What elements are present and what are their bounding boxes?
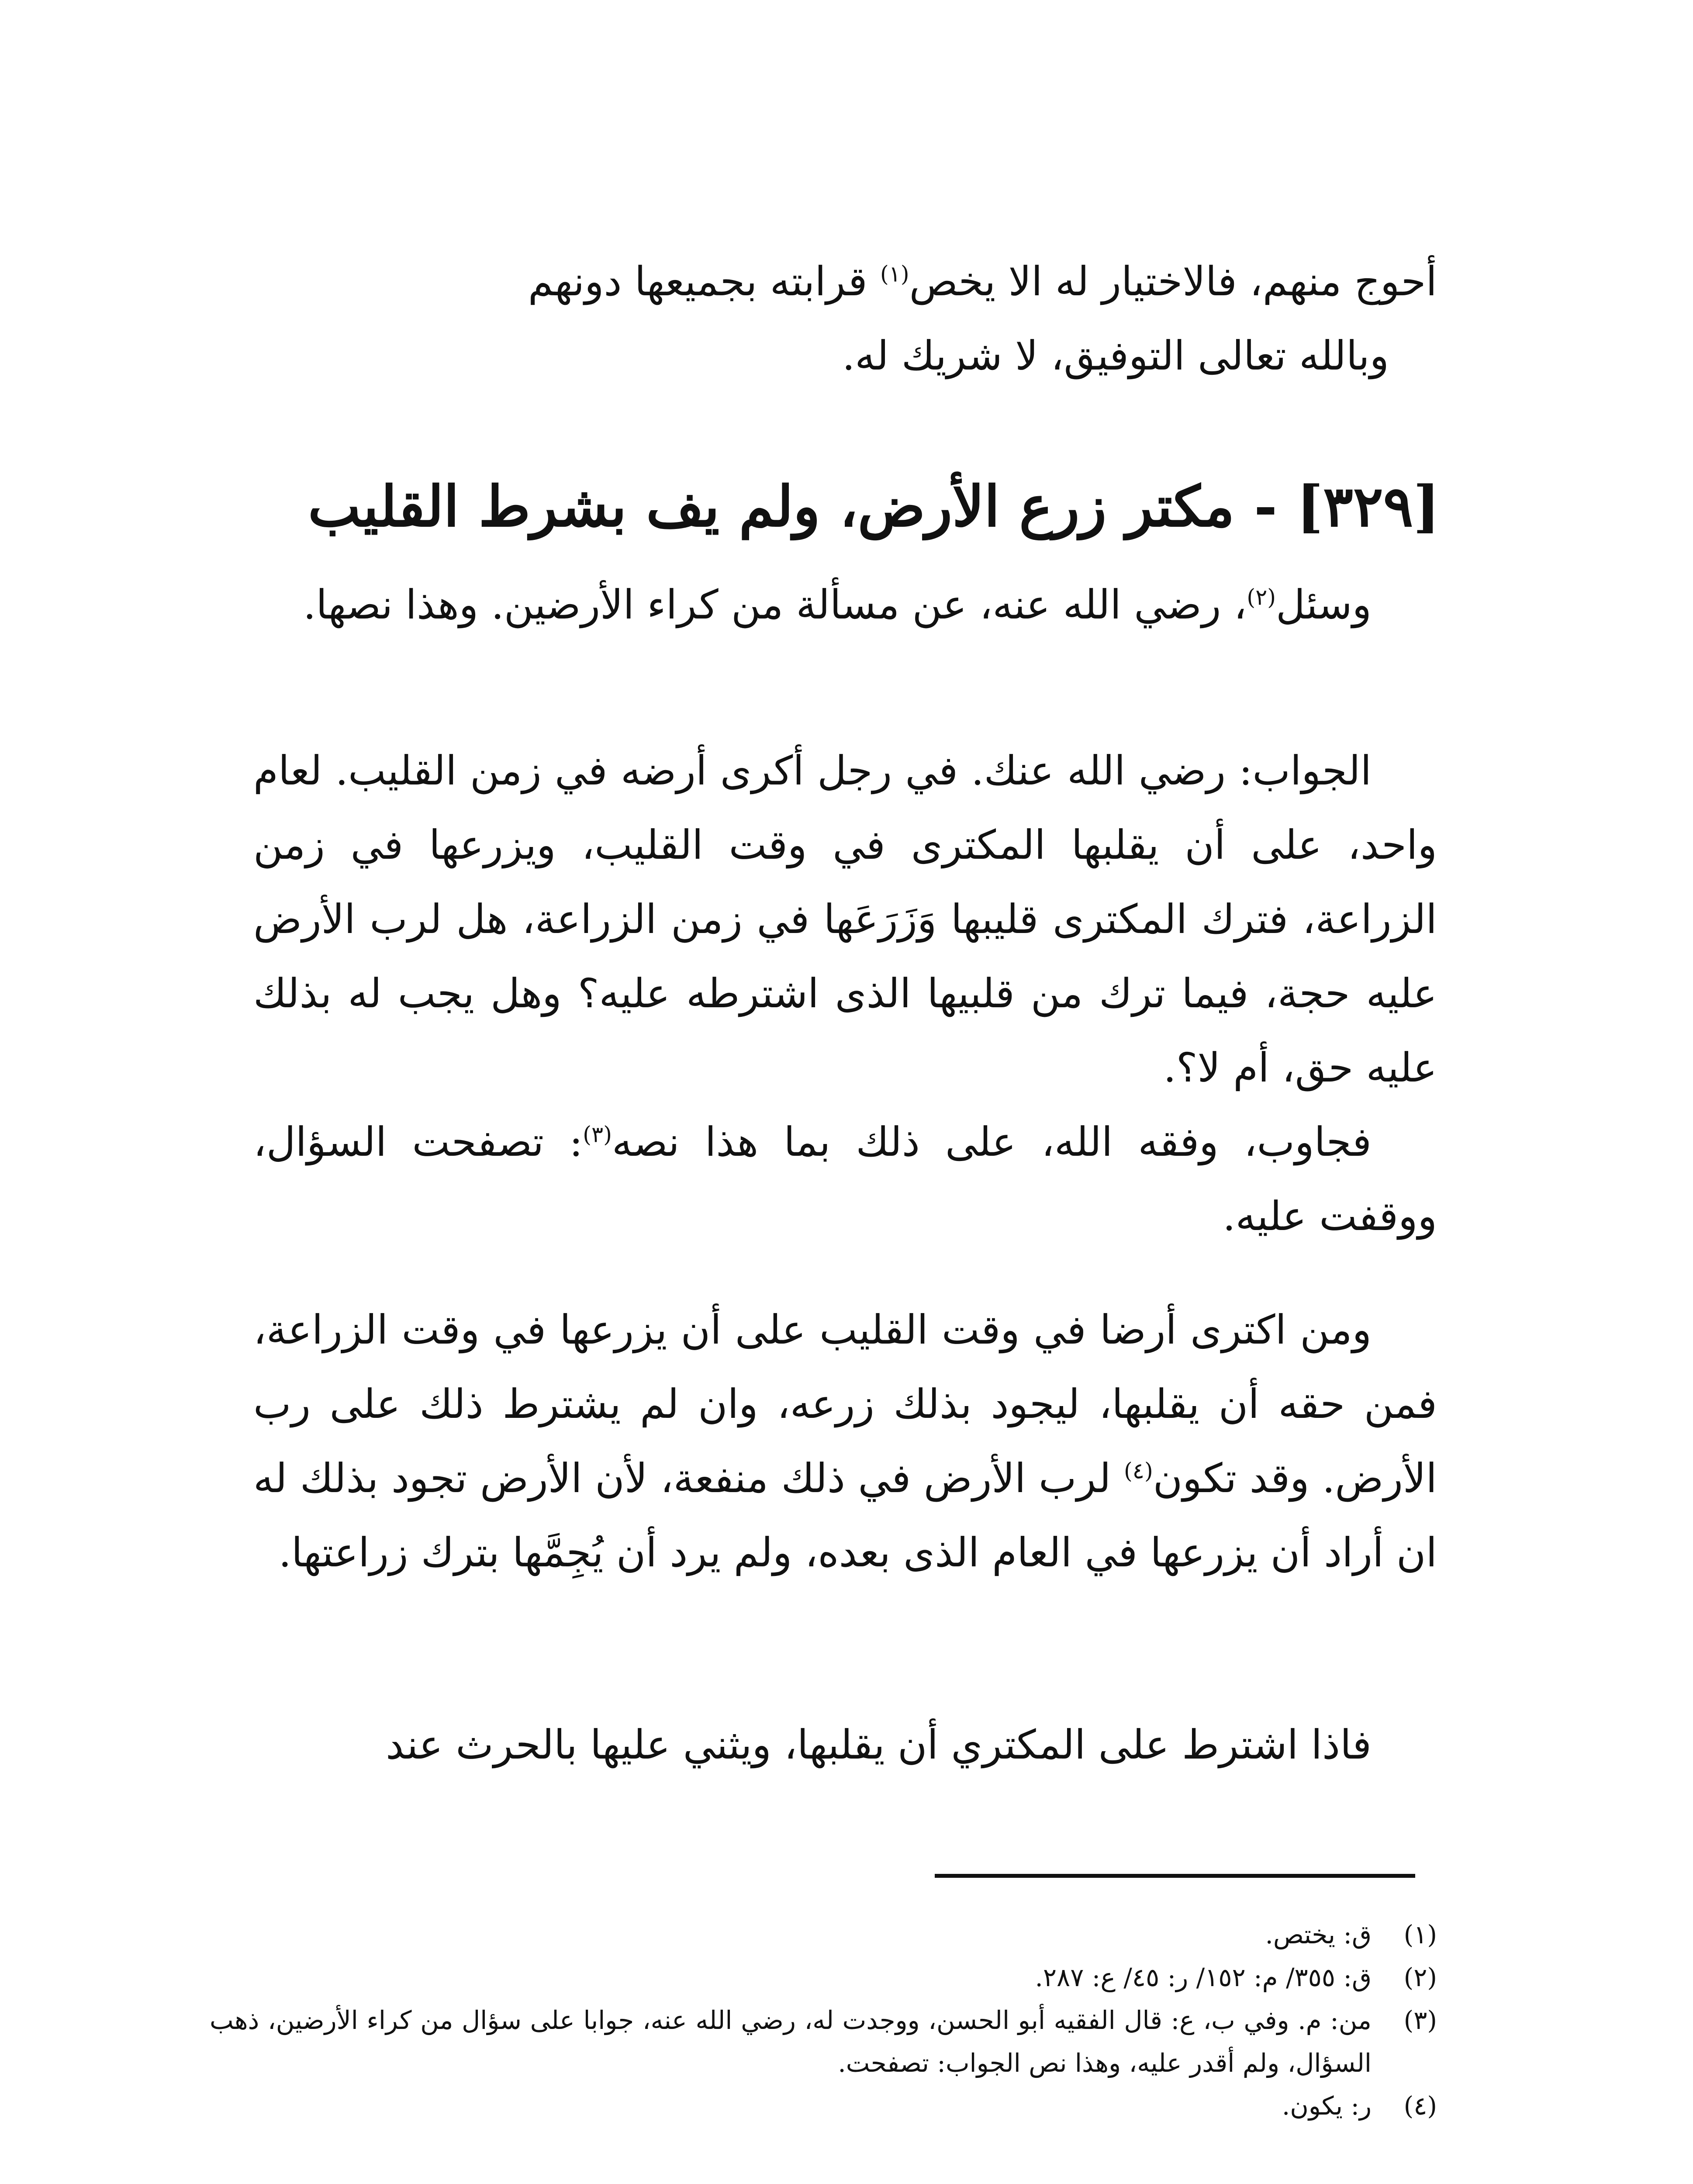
section-heading: [٣٢٩] - مكتر زرع الأرض، ولم يف بشرط القليب <box>308 474 1440 539</box>
footnote-number: (٢) <box>1403 1963 1437 1992</box>
footnote-item <box>210 1999 1437 2084</box>
footnote-divider <box>935 1874 1415 1878</box>
footnote-ref-4: (٤) <box>1124 1458 1153 1484</box>
footnote-number: (٣) <box>1403 2005 1437 2035</box>
question-paragraph: وسئل$^{(٢)}$، رضي الله عنه، عن مسألة من كراء الأرضين. وهذا نصها. <box>303 581 1372 628</box>
footnote-number: (٤) <box>1403 2091 1437 2121</box>
footnote-number: (١) <box>1403 1920 1437 1949</box>
footnote-item <box>210 2084 1437 2127</box>
footnote-ref-3: (٣) <box>583 1121 612 1147</box>
condition-paragraph: فاذا اشترط على المكتري أن يقلبها، ويثني عليها بالحرث عند <box>386 1721 1372 1768</box>
ruling-paragraph: ومن اكترى أرضا في وقت القليب على أن يزرعها في وقت الزراعة، فمن حقه أن يقلبها، ليجود بذلك زرعه، وان لم يشترط ذلك على رب الأرض. وقد تكون$^{(٤)}$ لرب الأرض في ذلك منفعة، لأن الأرض تجود بذلك له ان أراد أن يزرعها في العام الذى بعده، ولم يرد أن يُجِمَّها بترك زراعتها. <box>253 1306 1437 1576</box>
footnote-ref-1: (١) <box>880 261 909 287</box>
footnote-text: ر: يكون. <box>1282 2091 1372 2121</box>
footnote-text: ق: يختص. <box>1265 1920 1372 1949</box>
footnotes <box>210 1913 1437 2127</box>
intro-line-2: وبالله تعالى التوفيق، لا شريك له. <box>842 332 1389 379</box>
footnote-text: ق: ٣٥٥/ م: ١٥٢/ ر: ٤٥/ ع: ٢٨٧. <box>1035 1963 1372 1992</box>
footnote-item <box>210 1956 1437 1999</box>
reply-paragraph: فجاوب، وفقه الله، على ذلك بما هذا نصه$^{(٣)}$: تصفحت السؤال، ووقفت عليه. <box>253 1119 1437 1240</box>
footnote-text: من: م. وفي ب، ع: قال الفقيه أبو الحسن، ووجدت له، رضي الله عنه، جوابا على سؤال من كراء الأرضين، ذهب السؤال، ولم أقدر عليه، وهذا نص الجواب: تصفحت. <box>210 2005 1372 2078</box>
question-text-paragraph: الجواب: رضي الله عنك. في رجل أكرى أرضه في زمن القليب. لعام واحد، على أن يقلبها المكترى في وقت القليب، ويزرعها في زمن الزراعة، فترك المكترى قليبها وَزَرَعَها في زمن الزراعة، هل لرب الأرض عليه حجة، فيما ترك من قلبيها الذى اشترطه عليه؟ وهل يجب له بذلك عليه حق، أم لا؟. <box>253 747 1437 1091</box>
intro-line-1: أحوج منهم، فالاختيار له الا يخص$^{(١)}$ قرابته بجميعها دونهم <box>528 258 1437 305</box>
intro-paragraph <box>358 245 1437 393</box>
footnote-ref-2: (٢) <box>1247 584 1276 610</box>
footnote-item <box>210 1913 1437 1956</box>
